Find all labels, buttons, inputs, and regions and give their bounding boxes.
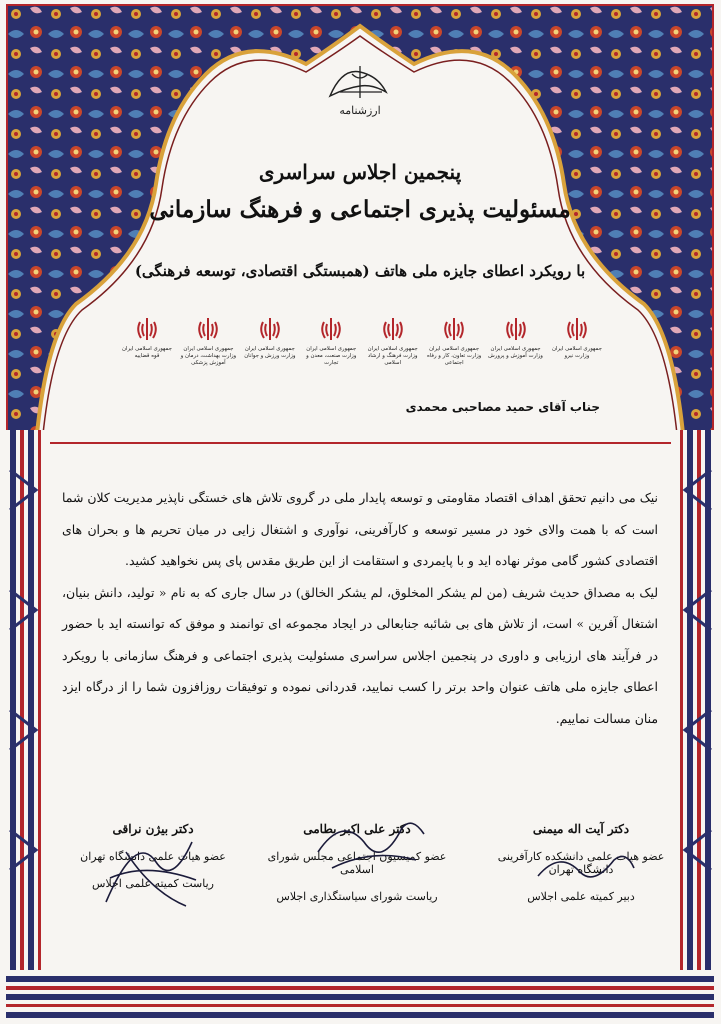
ministry-label: جمهوری اسلامی ایران وزارت بهداشت، درمان و آموزش پزشکی xyxy=(180,346,237,366)
signatory-name: دکتر علی اکبر بطامی xyxy=(303,822,411,836)
signatory-title: دبیر کمیته علمی اجلاس xyxy=(527,890,635,903)
iran-emblem-icon xyxy=(441,316,467,342)
iran-emblem-icon xyxy=(257,316,283,342)
ministry-item xyxy=(487,316,545,380)
recipient-name: جناب آقای حمید مصاحبی محمدی xyxy=(405,400,600,414)
signature-block-2 xyxy=(262,822,452,917)
ministry-item xyxy=(548,316,606,380)
ministry-label: جمهوری اسلامی ایران وزارت نیرو xyxy=(551,346,602,359)
calligraphy-emblem-icon xyxy=(322,62,398,104)
signatory-name: دکتر بیژن نراقی xyxy=(112,822,194,836)
iran-emblem-icon xyxy=(564,316,590,342)
signature-block-1 xyxy=(486,822,676,917)
ministry-item xyxy=(364,316,422,380)
left-border-frame xyxy=(6,430,50,990)
right-border-frame xyxy=(671,430,715,990)
iran-emblem-icon xyxy=(318,316,344,342)
signatory-title: ریاست شورای سیاستگذاری اجلاس xyxy=(276,890,438,903)
certificate-body xyxy=(62,482,658,734)
ministry-item xyxy=(425,316,483,380)
ministry-item xyxy=(118,316,176,380)
signature-block-3 xyxy=(58,822,248,904)
title-line-2: مسئولیت پذیری اجتماعی و فرهنگ سازمانی xyxy=(149,196,571,223)
ministry-emblems-row xyxy=(118,316,606,380)
certificate-label: ارزشنامه xyxy=(339,104,381,117)
ministry-label: جمهوری اسلامی ایران وزارت ورزش و جوانان xyxy=(244,346,296,359)
iran-emblem-icon xyxy=(380,316,406,342)
ministry-label: جمهوری اسلامی ایران وزارت تعاون، کار و رفاه اجتماعی xyxy=(426,346,482,366)
ministry-label: جمهوری اسلامی ایران وزارت صنعت، معدن و تجارت xyxy=(306,346,357,366)
title-line-1: پنجمین اجلاس سراسری xyxy=(258,160,462,184)
signatory-role: عضو کمیسیون اجتماعی مجلس شورای اسلامی xyxy=(267,850,447,876)
body-paragraph-1: نیک می دانیم تحقق اهداف اقتصاد مقاومتی و توسعه پایدار ملی در گروی تلاش های خستگی ناپذیر مدیریت کلان شما است که با همت والای خود در مسیر توسعه و کارآفرینی، نوآوری و اشتغال زایی در میان تحریم ها و بحران های اقتصادی کشور گامی موثر نهاده اید و با پایمردی و استقامت از این طریق مقدس پای پس نخواهید کشید. xyxy=(62,490,658,568)
ministry-item xyxy=(179,316,237,380)
iran-emblem-icon xyxy=(134,316,160,342)
signatory-title: ریاست کمیته علمی اجلاس xyxy=(92,877,214,890)
signatory-role: عضو هیات علمی دانشگاه تهران xyxy=(80,850,226,863)
iran-emblem-icon xyxy=(195,316,221,342)
body-paragraph-2: لیک به مصداق حدیث شریف (من لم یشکر المخلوق، لم یشکر الخالق) در سال جاری که به نام « تولید، دانش بنیان، اشتغال آفرین » است، از تلاش های بی شائبه جنابعالی در ایجاد مجموعه ای توانمند و موفق که توانسته اید با حضور در فرآیند های ارزیابی و داوری در پنجمین اجلاس سراسری مسئولیت پذیری اجتماعی و فرهنگ سازمانی با رویکرد اعطای جایزه ملی هاتف عنوان واحد برتر را کسب نمایید، قدردانی نموده و توفیقات روزافزون شما را از درگاه ایزد منان مسالت نماییم. xyxy=(62,584,658,726)
ministry-label: جمهوری اسلامی ایران وزارت آموزش و پرورش xyxy=(488,346,543,359)
bottom-border-frame xyxy=(6,970,714,1020)
ministry-item xyxy=(241,316,299,380)
iran-emblem-icon xyxy=(503,316,529,342)
ministry-label: جمهوری اسلامی ایران وزارت فرهنگ و ارشاد اسلامی xyxy=(367,346,418,366)
signatory-role: عضو هیات علمی دانشکده کارآفرینی دانشگاه تهران xyxy=(497,850,665,876)
signatory-name: دکتر آیت اله میمنی xyxy=(532,822,630,836)
ministry-item xyxy=(302,316,360,380)
title-line-3: با رویکرد اعطای جایزه ملی هاتف (همبستگی اقتصادی، توسعه فرهنگی) xyxy=(134,262,586,280)
ministry-label: جمهوری اسلامی ایران قوه قضاییه xyxy=(121,346,172,359)
